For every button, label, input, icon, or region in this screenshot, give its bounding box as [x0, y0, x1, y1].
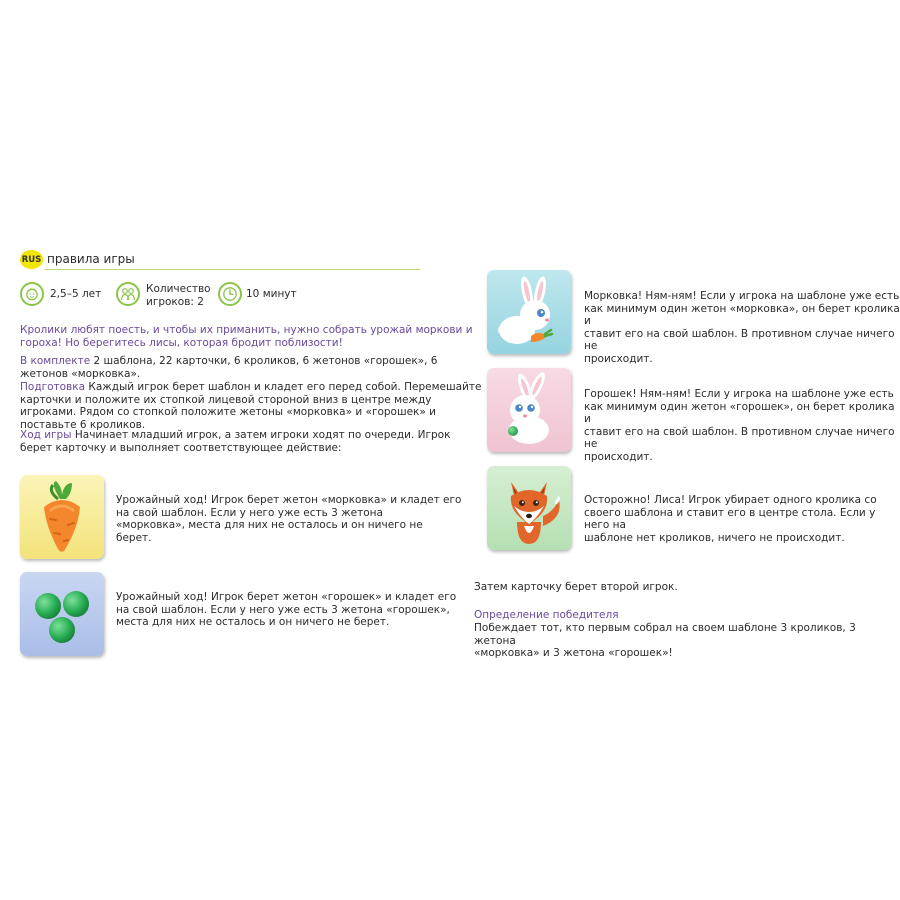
- turn-section: [20, 429, 450, 454]
- rules-title: правила игры: [47, 252, 135, 266]
- peas-card: [20, 572, 104, 656]
- card-text-line: Осторожно! Лиса! Игрок убирает одного кролика со: [584, 494, 877, 506]
- card-text-line: места для них не осталось и он ничего не берет.: [116, 616, 390, 629]
- card-text-line: ставит его на свой шаблон. В противном случае ничего не: [584, 327, 895, 353]
- turn-text: берет карточку и выполняет соответствующее действие:: [20, 441, 342, 454]
- card-text-line: ставит его на свой шаблон. В противном случае ничего не: [584, 425, 895, 451]
- fox-icon: [487, 466, 571, 550]
- clock-icon: [218, 282, 242, 306]
- contents-section: [20, 355, 437, 380]
- card-text-line: на свой шаблон. Если у него уже есть 3 жетона: [116, 506, 383, 519]
- prep-text: игроками. Рядом со стопкой положите жетоны «морковка» и «горошек» и: [20, 406, 436, 419]
- contents-text: 2 шаблона, 22 карточки, 6 кроликов, 6 жетонов «горошек», 6: [93, 355, 438, 367]
- prep-heading: Подготовка: [20, 381, 86, 393]
- carrot-icon: [20, 475, 104, 559]
- card-text-line: Горошек! Ням-ням! Если у игрока на шаблоне уже есть: [584, 388, 894, 400]
- rabbit-carrot-card: [487, 270, 571, 354]
- winner-text: [474, 622, 900, 660]
- language-badge: RUS: [20, 250, 43, 269]
- players-icon: [116, 282, 140, 306]
- peas-icon: [20, 572, 104, 656]
- card-text-line: своего шаблона и ставит его в центре стола. Если у него на: [584, 506, 876, 532]
- play-time: 10 минут: [246, 288, 297, 300]
- age-range: 2,5–5 лет: [50, 288, 102, 300]
- prep-section: [20, 381, 481, 431]
- rabbit-peas-icon: [487, 368, 571, 452]
- card-text-line: как минимум один жетон «морковка», он берет кролика и: [584, 302, 900, 328]
- carrot-card: [20, 475, 104, 559]
- intro-line: гороха! Но берегитесь лисы, которая бродит поблизости!: [20, 336, 343, 349]
- card-text-line: как минимум один жетон «горошек», он берет кролика и: [584, 400, 895, 426]
- card-text-line: берет.: [116, 531, 152, 544]
- players-count-line2: игроков: 2: [146, 295, 204, 308]
- peas-card-text: [116, 591, 456, 629]
- card-text-line: на свой шаблон. Если у него уже есть 3 жетона «горошек»,: [116, 603, 450, 616]
- intro-line: Кролики любят поесть, и чтобы их приманить, нужно собрать урожай моркови и: [20, 324, 473, 336]
- contents-text: жетонов «морковка».: [20, 367, 141, 380]
- title-underline: [45, 269, 420, 270]
- card-text-line: Урожайный ход! Игрок берет жетон «морковка» и кладет его: [116, 494, 462, 506]
- winner-text-line: «морковка» и 3 жетона «горошек»!: [474, 647, 673, 660]
- rabbit-carrot-card-text: [584, 290, 900, 366]
- child-face-icon: [20, 282, 44, 306]
- prep-text: карточки и положите их стопкой лицевой стороной вниз в центре между: [20, 393, 432, 406]
- card-text-line: Морковка! Ням-ням! Если у игрока на шаблоне уже есть: [584, 290, 900, 302]
- card-text-line: шаблоне нет кроликов, ничего не происходит.: [584, 531, 845, 544]
- prep-text: Каждый игрок берет шаблон и кладет его перед собой. Перемешайте: [88, 381, 482, 393]
- fox-card-text: [584, 494, 900, 544]
- carrot-card-text: [116, 494, 461, 544]
- turn-heading: Ход игры: [20, 429, 72, 441]
- rabbit-peas-card-text: [584, 388, 900, 464]
- winner-heading: Определение победителя: [474, 609, 619, 621]
- winner-text-line: Побеждает тот, кто первым собрал на своем шаблоне 3 кроликов, 3 жетона: [474, 622, 856, 647]
- card-text-line: «морковка», места для них не осталось и он ничего не: [116, 519, 423, 532]
- card-text-line: Урожайный ход! Игрок берет жетон «горошек» и кладет его: [116, 591, 457, 603]
- turn-text: Начинает младший игрок, а затем игроки ходят по очереди. Игрок: [74, 429, 451, 441]
- contents-heading: В комплекте: [20, 355, 91, 367]
- next-player-text: Затем карточку берет второй игрок.: [474, 581, 678, 593]
- card-text-line: происходит.: [584, 450, 653, 463]
- card-text-line: происходит.: [584, 352, 653, 365]
- players-count-line1: Количество: [146, 283, 211, 295]
- fox-card: [487, 466, 571, 550]
- rabbit-peas-card: [487, 368, 571, 452]
- prep-text: поставьте 6 кроликов.: [20, 418, 146, 431]
- rabbit-carrot-icon: [487, 270, 571, 354]
- intro-text: [20, 324, 473, 349]
- players-count: [146, 283, 211, 308]
